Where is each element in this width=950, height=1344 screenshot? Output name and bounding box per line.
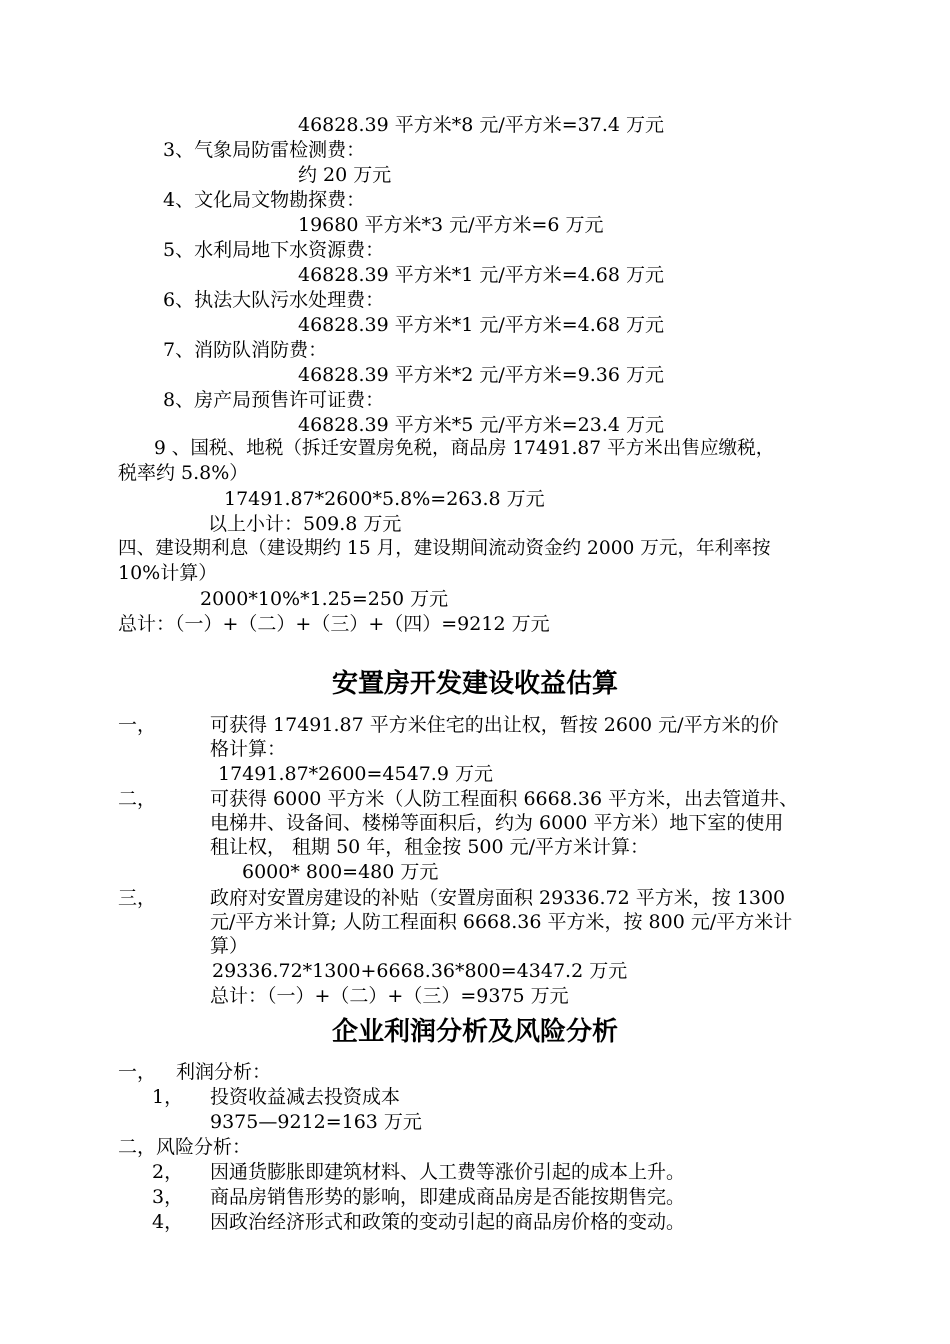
risk-item-number: 3，: [152, 1186, 184, 1208]
fee-calc-line: 46828.39 平方米*1 元/平方米=4.68 万元: [298, 264, 664, 286]
revenue-calc-line: 6000* 800=480 万元: [242, 861, 439, 883]
profit-item-text: 投资收益减去投资成本: [210, 1086, 401, 1108]
analysis-item-number: 1，: [152, 1086, 184, 1108]
revenue-item-number: 一，: [118, 714, 157, 736]
fee-calc-line: 46828.39 平方米*8 元/平方米=37.4 万元: [298, 114, 664, 136]
revenue-total-line: 总计：（一）+（二）+（三）=9375 万元: [210, 985, 569, 1007]
risk-label: 二，风险分析：: [118, 1136, 252, 1158]
revenue-item-text: 可获得 6000 平方米（人防工程面积 6668.36 平方米，出去管道井、: [210, 788, 799, 810]
profit-calc-line: 9375—9212=163 万元: [210, 1111, 422, 1133]
revenue-item-text: 算）: [210, 935, 249, 957]
subtotal-line: 以上小计：509.8 万元: [208, 513, 402, 535]
fee-item-label: 5、水利局地下水资源费：: [163, 239, 385, 261]
tax-calc-line: 17491.87*2600*5.8%=263.8 万元: [224, 488, 545, 510]
cost-total-line: 总计：（一）+（二）+（三）+（四）=9212 万元: [118, 613, 550, 635]
revenue-item-text: 元/平方米计算; 人防工程面积 6668.36 平方米，按 800 元/平方米计: [210, 911, 793, 933]
risk-item-number: 4，: [152, 1211, 184, 1233]
revenue-calc-line: 17491.87*2600=4547.9 万元: [218, 763, 493, 785]
risk-item-text: 商品房销售形势的影响，即建成商品房是否能按期售完。: [210, 1186, 686, 1208]
revenue-calc-line: 29336.72*1300+6668.36*800=4347.2 万元: [212, 960, 628, 982]
revenue-item-text: 政府对安置房建设的补贴（安置房面积 29336.72 平方米，按 1300: [210, 887, 786, 909]
fee-item-label: 8、房产局预售许可证费：: [163, 389, 385, 411]
revenue-item-text: 电梯井、设备间、楼梯等面积后，约为 6000 平方米）地下室的使用: [210, 812, 784, 834]
revenue-item-number: 二，: [118, 788, 157, 810]
fee-item-label: 6、执法大队污水处理费：: [163, 289, 385, 311]
fee-calc-line: 19680 平方米*3 元/平方米=6 万元: [298, 214, 604, 236]
revenue-item-text: 租让权， 租期 50 年，租金按 500 元/平方米计算：: [210, 836, 650, 858]
tax-item-line: 税率约 5.8%）: [118, 462, 249, 484]
analysis-heading: 企业利润分析及风险分析: [331, 1017, 618, 1047]
fee-calc-line: 约 20 万元: [298, 164, 392, 186]
revenue-item-number: 三，: [118, 887, 157, 909]
revenue-item-text: 格计算：: [210, 738, 287, 760]
fee-calc-line: 46828.39 平方米*5 元/平方米=23.4 万元: [298, 414, 664, 436]
profit-label: 利润分析：: [176, 1061, 272, 1083]
interest-line: 10%计算）: [118, 562, 218, 584]
risk-item-number: 2，: [152, 1161, 184, 1183]
fee-item-label: 3、气象局防雷检测费：: [163, 139, 366, 161]
analysis-number: 一，: [118, 1061, 157, 1083]
tax-item-line: 9 、国税、地税（拆迁安置房免税，商品房 17491.87 平方米出售应缴税，: [154, 438, 775, 459]
revenue-heading: 安置房开发建设收益估算: [331, 669, 618, 699]
risk-item-text: 因政治经济形式和政策的变动引起的商品房价格的变动。: [210, 1211, 686, 1233]
fee-item-label: 4、文化局文物勘探费：: [163, 189, 366, 211]
fee-calc-line: 46828.39 平方米*1 元/平方米=4.68 万元: [298, 314, 664, 336]
fee-item-label: 7、消防队消防费：: [163, 339, 328, 361]
revenue-item-text: 可获得 17491.87 平方米住宅的出让权，暂按 2600 元/平方米的价: [210, 714, 779, 736]
risk-item-text: 因通货膨胀即建筑材料、人工费等涨价引起的成本上升。: [210, 1161, 686, 1183]
interest-line: 四、建设期利息（建设期约 15 月，建设期间流动资金约 2000 万元，年利率按: [118, 538, 771, 559]
interest-calc-line: 2000*10%*1.25=250 万元: [200, 588, 449, 610]
fee-calc-line: 46828.39 平方米*2 元/平方米=9.36 万元: [298, 364, 664, 386]
